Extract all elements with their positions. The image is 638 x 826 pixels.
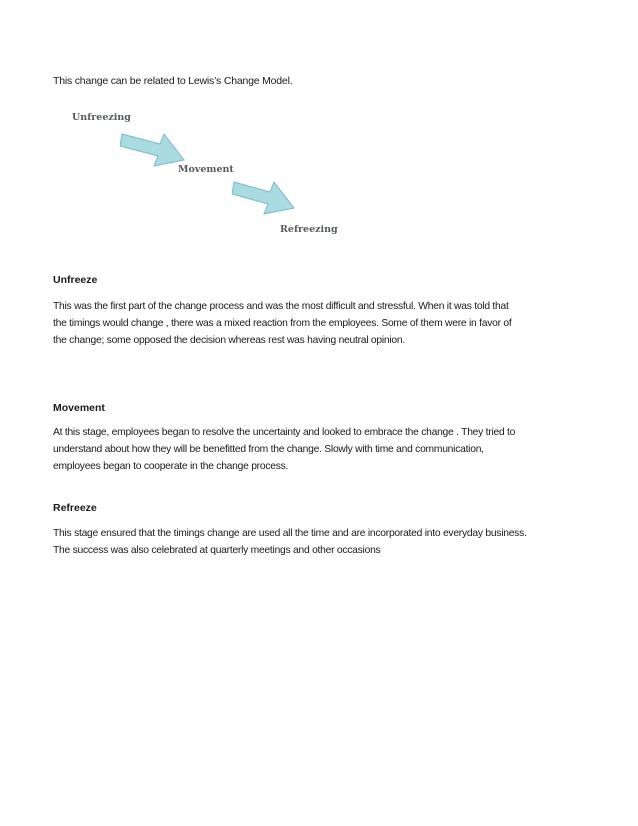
change-model-diagram — [60, 100, 360, 250]
heading-unfreeze: Unfreeze — [53, 274, 98, 286]
heading-refreeze: Refreeze — [53, 502, 97, 514]
heading-movement: Movement — [53, 402, 105, 414]
paragraph-line: This stage ensured that the timings change are used all the time and are incorporated into everyday business. — [53, 528, 527, 539]
paragraph-movement — [53, 424, 583, 475]
paragraph-line: At this stage, employees began to resolve the uncertainty and looked to embrace the change . They tried to — [53, 427, 516, 438]
paragraph-line: The success was also celebrated at quarterly meetings and other occasions — [53, 545, 381, 556]
paragraph-line: the timings would change , there was a mixed reaction from the employees. Some of them were in favor of — [53, 318, 512, 329]
paragraph-line: This was the first part of the change process and was the most difficult and stressful. When it was told that — [53, 301, 509, 312]
paragraph-line: the change; some opposed the decision whereas rest was having neutral opinion. — [53, 335, 405, 346]
stage-unfreezing-label: Unfreezing — [72, 112, 131, 123]
paragraph-refreeze — [53, 525, 583, 559]
paragraph-line: understand about how they will be benefitted from the change. Slowly with time and communication, — [53, 444, 484, 455]
paragraph-line: employees began to cooperate in the change process. — [53, 461, 289, 472]
arrow-icon-1 — [120, 120, 190, 170]
stage-refreezing-label: Refreezing — [280, 224, 338, 235]
stage-movement-label: Movement — [178, 164, 234, 175]
intro-text: This change can be related to Lewis’s Change Model. — [53, 75, 293, 87]
paragraph-unfreeze — [53, 298, 583, 349]
arrow-icon-2 — [232, 170, 302, 220]
